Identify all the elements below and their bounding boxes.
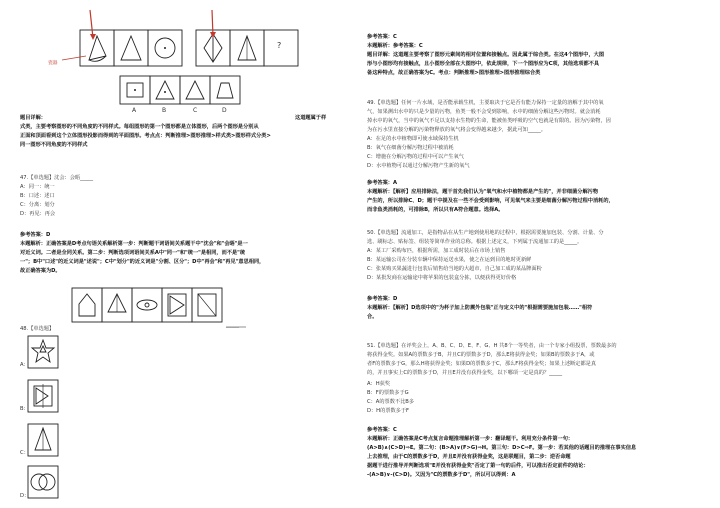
q47-option-d[interactable]: D：再见：再会 — [20, 211, 56, 217]
option-label-d: D — [222, 107, 227, 114]
q51-option-a[interactable]: A：H获奖 — [367, 381, 391, 387]
q49-option-b[interactable]: B：氧气在细菌分解污物过程中被消耗 — [367, 145, 454, 151]
q49-stem-4: 为在污水里直接分解的污染物释放的氧气将会变得越来越少，据此可知_____。 — [367, 127, 546, 133]
q47-analysis-4: 故正确答案为D。 — [20, 268, 61, 274]
q49-stem-2: 气，如果测出水中的只是少量的污物，鱼类一般不会受到影响，水中的细菌分解这些污物时。就会消耗 — [367, 109, 601, 115]
analysis1-line1: 题目详解： — [20, 115, 46, 121]
q48-blank: _____ — [226, 322, 239, 328]
q49-analysis-1: 本题解析：【解析】应用排除法，题干首先我们认为"氧气和水中植物都是产生的"，并非细菌分解污物 — [367, 189, 599, 195]
q51-analysis-5: -(A>B)∨-(C>D)。又因为"C的票数多于D"，所以可以得到：A — [367, 472, 516, 478]
q49-answer: 参考答案：A — [367, 180, 397, 186]
question-mark: ? — [277, 41, 282, 50]
q49-stem-1: 49.【单选题】任何一片水域，是否能承载生机，主要取决于它是否有能力保持一定量的溶解于其中的氧 — [367, 100, 604, 106]
q48-figure-row — [0, 280, 360, 508]
q49-analysis-2: 产生的，所以排除C、D；题干中提及在一些不会受到影响，可见氧气来主要是细菌分解污物过程中消耗的， — [367, 198, 614, 204]
q51-analysis-4: 据题干进行推导并判断选项"E并没有获得金奖"否定了第一句的后件，可以推出否定前件的结论： — [367, 463, 589, 469]
q47-option-a[interactable]: A：同一：统一 — [20, 184, 55, 190]
puzzle-top-row — [80, 30, 298, 66]
q49-stem-3: 掉水中的氧气，当中的氧气不足以支持水生物的生命，能被鱼类呼吸的空气也就是有限的。因为污染物，因 — [367, 118, 611, 124]
q51-option-b[interactable]: B：F的票数多于G — [367, 390, 409, 396]
q48-option-c-label[interactable]: C： — [20, 450, 29, 456]
analysis1-line3: 正面和顶面看到这个立体图形投影而得到的平面图形。考点点：判断推理>图形推理>样式类>图形样式分类> — [20, 133, 271, 139]
q49-option-a[interactable]: A：在足的水中植物即可使水域保持生机 — [367, 136, 459, 142]
q50-option-a[interactable]: A：某工厂采购布匹，根据所需，加工成时装后在市场上销售 — [367, 248, 506, 254]
q50-analysis-1: 本题解析：【解析】D选项中的"为杯子加上防震外包装"正与定义中的"根据需要施加包装……"相符 — [367, 305, 593, 311]
option-label-b: B — [162, 107, 167, 114]
q48-option-a-label[interactable]: A： — [20, 362, 29, 368]
analysis1-right: 这道题属于样 — [295, 115, 327, 121]
q50-option-b[interactable]: B：某运输公司在分装车辆中保持运送水果，使之在运到目的地时更新鲜 — [367, 257, 532, 263]
analysis1-line2: 式类，主要考察图形的不同角度的不同样式。每组图形的第一个图形都是立体图形，后两个图形是分别从 — [20, 124, 259, 130]
q48-analysis-4: 备这种特点，故正确答案为C。考点：判断推理>图形推理>图形推理综合类 — [367, 70, 541, 76]
q51-option-c[interactable]: C：A的票数不比B多 — [367, 399, 415, 405]
q48-analysis-1: 本题解析：参考答案：C — [367, 43, 423, 49]
q50-option-d[interactable]: D：某批发商在运输途中将苹果的包装盒分拣，以便获得更好价格 — [367, 275, 517, 281]
q48-option-d-label[interactable]: D： — [20, 493, 30, 499]
q51-stem-2: 将获得金奖。如果A的票数多于B，并且C的票数多于D，那么E将获得金奖；如果B的票数多于A，或 — [367, 352, 595, 358]
analysis1-line4: 同一图形不同角度的不同样式 — [20, 142, 88, 148]
q50-stem-2: 选、刷标志、贴标签、组装等简单作业的总称。根据上述定义，下列属于流通加工的是_____。 — [367, 239, 583, 245]
option-label-a: A — [132, 107, 137, 114]
q47-option-c[interactable]: C：分离：划分 — [20, 202, 55, 208]
q49-option-c[interactable]: C：增施在分解污物的过程中可以产生氧气 — [367, 154, 464, 160]
q51-option-d[interactable]: D：H的票数多于F — [367, 408, 410, 414]
q50-answer: 参考答案：D — [367, 296, 398, 302]
q48-stem: 48.【单选题】 — [20, 326, 55, 332]
q48-analysis-2: 题目详解：这道题主要考察了图形元素间的相对位置和接触点。因此属于综合类。在这4个图形中，大图 — [367, 52, 605, 58]
q49-analysis-3: 而非鱼类消耗的，可排除B，所以只有A符合题意。选择A。 — [367, 207, 504, 213]
q51-analysis-1: 本题解析：正确答案是C考点复言命题推理解析第一步：翻译题干。利用充分条件第一句： — [367, 436, 574, 442]
q51-answer: 参考答案：C — [367, 427, 397, 433]
q48-analysis-3: 形与小图形均有接触点，且小图形全部在大图形中，依此规律，下一个图形应为C项，其他选项都不具 — [367, 61, 600, 67]
q50-analysis-2: 合。 — [367, 314, 378, 320]
q47-option-b[interactable]: B：口述：述口 — [20, 193, 55, 199]
q47-analysis-2: 对近义词。二者是全同关系。第二步：判断选项词语间关系A中"同一"和"统一"是相同，而不是"统 — [20, 250, 246, 256]
q51-stem-1: 51.【单选题】在评奖会上，A、B、C、D、E、F、G、H 共8个一等奖者，由一个专家小组投票，票数最多的 — [367, 343, 617, 349]
q47-analysis-3: 一"；B中"口述"的近义词是"述说"；C中"划分"的近义词是"分割、区分"；D中"再会"和"再见"意思相同， — [20, 259, 265, 265]
q47-stem: 47.【单选题】沈会：会晤_____ — [20, 175, 94, 181]
q51-stem-3: 者F的票数多于G，那么H将获得金奖；如果D的票数多于C，那么F将获得金奖；如果上述断定都是真 — [367, 361, 597, 367]
q48-answer: 参考答案：C — [367, 34, 397, 40]
q50-option-c[interactable]: C：张某购买果蔬进行包装后销售给当地的大超市，自己加工成的某品牌面粉 — [367, 266, 542, 272]
q51-stem-4: 的，并且事实上C的票数多于D，并且E并没有获得金奖，以下哪项一定是真的？_____ — [367, 370, 563, 376]
q50-stem-1: 50.【单选题】流通加工，是指物品在从生产地到使用地的过程中，根据需要施加包装、分割、计量、分 — [367, 230, 604, 236]
q51-analysis-3: 上去推理，由于C的票数多于D，并且E并没有获得金奖，这是联题目，第二步：逆否命题 — [367, 454, 571, 460]
q47-answer: 参考答案：D — [20, 232, 51, 238]
figure-side-label: 瓷器 — [48, 61, 58, 66]
q47-analysis-1: 本题解析：正确答案是D考点句语关系解析第一步：判断题干词语间关系题干中"沈会"和"会晤"是一 — [20, 241, 248, 247]
q48-option-b-label[interactable]: B： — [20, 406, 29, 412]
option-label-c: C — [193, 107, 198, 114]
q49-option-d[interactable]: D：水中植物可以通过分解污物产生新的氧气 — [367, 163, 470, 169]
q51-analysis-2: (A>B)∧(C>D)⇒E。第二句：(B>A)∨(F>G)⇒H。第三句：D>C⇒F。第一步：若其他的话题目的推理在事实信息 — [367, 445, 637, 451]
